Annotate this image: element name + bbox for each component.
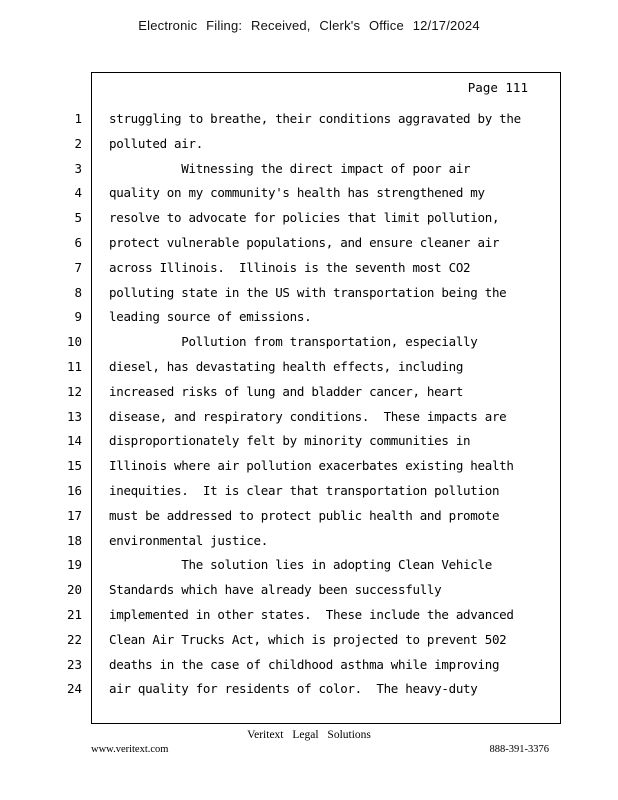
line-text: increased risks of lung and bladder cancer, heart xyxy=(109,384,464,399)
line-number: 20 xyxy=(66,582,82,597)
line-text: across Illinois. Illinois is the seventh most CO2 xyxy=(109,260,471,275)
line-text: disproportionately felt by minority communities in xyxy=(109,433,471,448)
line-number: 24 xyxy=(66,681,82,696)
line-number: 3 xyxy=(74,161,82,176)
line-number: 4 xyxy=(74,185,82,200)
line-number: 8 xyxy=(74,285,82,300)
line-text: Illinois where air pollution exacerbates existing health xyxy=(109,458,514,473)
footer-website: www.veritext.com xyxy=(91,744,169,755)
line-number: 1 xyxy=(74,111,82,126)
line-number: 22 xyxy=(66,632,82,647)
line-text: environmental justice. xyxy=(109,533,268,548)
filing-stamp: Electronic Filing: Received, Clerk's Office 12/17/2024 xyxy=(138,18,480,33)
line-number: 5 xyxy=(74,210,82,225)
line-text: diesel, has devastating health effects, including xyxy=(109,359,464,374)
line-text: implemented in other states. These include the advanced xyxy=(109,607,514,622)
line-number: 13 xyxy=(66,409,82,424)
line-number: 18 xyxy=(66,533,82,548)
line-number: 23 xyxy=(66,657,82,672)
page-number: Page 111 xyxy=(467,80,528,95)
footer-phone: 888-391-3376 xyxy=(489,744,549,755)
line-text: quality on my community's health has strengthened my xyxy=(109,185,485,200)
footer-company: Veritext Legal Solutions xyxy=(247,729,371,741)
line-text: protect vulnerable populations, and ensure cleaner air xyxy=(109,235,500,250)
line-number: 14 xyxy=(66,433,82,448)
line-text: Clean Air Trucks Act, which is projected to prevent 502 xyxy=(109,632,507,647)
line-text: disease, and respiratory conditions. These impacts are xyxy=(109,409,507,424)
line-text: Pollution from transportation, especially xyxy=(109,334,478,349)
line-number: 12 xyxy=(66,384,82,399)
line-text: The solution lies in adopting Clean Vehicle xyxy=(109,557,492,572)
line-number: 6 xyxy=(74,235,82,250)
line-number: 7 xyxy=(74,260,82,275)
line-text: polluted air. xyxy=(109,136,203,151)
line-text: resolve to advocate for policies that limit pollution, xyxy=(109,210,500,225)
line-text: leading source of emissions. xyxy=(109,309,312,324)
line-text: polluting state in the US with transportation being the xyxy=(109,285,507,300)
line-number: 15 xyxy=(66,458,82,473)
line-number: 10 xyxy=(66,334,82,349)
line-number: 19 xyxy=(66,557,82,572)
line-text: deaths in the case of childhood asthma while improving xyxy=(109,657,500,672)
line-text: inequities. It is clear that transportation pollution xyxy=(109,483,500,498)
line-number: 9 xyxy=(74,309,82,324)
line-text: must be addressed to protect public health and promote xyxy=(109,508,500,523)
line-number: 11 xyxy=(66,359,82,374)
line-text: Standards which have already been successfully xyxy=(109,582,442,597)
line-number: 21 xyxy=(66,607,82,622)
line-number: 16 xyxy=(66,483,82,498)
line-text: struggling to breathe, their conditions aggravated by the xyxy=(109,111,521,126)
line-text: Witnessing the direct impact of poor air xyxy=(109,161,471,176)
line-text: air quality for residents of color. The heavy-duty xyxy=(109,681,478,696)
line-number: 17 xyxy=(66,508,82,523)
line-number: 2 xyxy=(74,136,82,151)
